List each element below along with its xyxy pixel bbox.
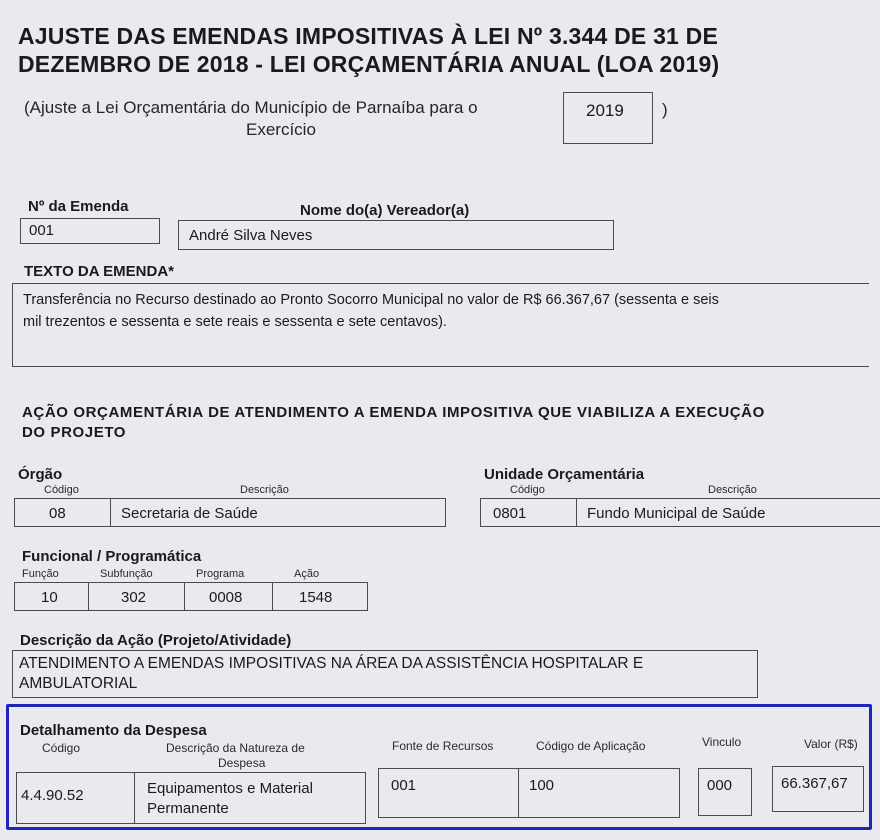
codigo-aplicacao-label: Código de Aplicação — [536, 739, 646, 753]
title-line-1: AJUSTE DAS EMENDAS IMPOSITIVAS À LEI Nº 3.344 DE 31 DE — [18, 23, 718, 49]
vereador-value: André Silva Neves — [189, 227, 313, 244]
orgao-codigo-label: Código — [44, 484, 79, 496]
year-value: 2019 — [586, 101, 624, 120]
codigo-aplicacao-cell: 100 — [529, 777, 555, 794]
texto-emenda-box — [12, 283, 869, 367]
orgao-codigo-cell: 08 — [15, 499, 111, 526]
despesa-natureza-line-1: Equipamentos e Material — [147, 780, 313, 797]
programa-label: Programa — [196, 568, 245, 580]
descricao-acao-line-1: ATENDIMENTO A EMENDAS IMPOSITIVAS NA ÁREA DA ASSISTÊNCIA HOSPITALAR E — [19, 655, 644, 672]
fonte-recursos-cell: 001 — [379, 769, 519, 817]
subfuncao-cell: 302 — [89, 583, 185, 610]
unidade-descricao-label: Descrição — [708, 484, 757, 496]
valor-box — [772, 766, 864, 812]
despesa-codigo-label: Código — [42, 741, 81, 755]
subfuncao-label: Subfunção — [100, 568, 153, 580]
acao-code-cell: 1548 — [299, 589, 333, 606]
document-title — [18, 22, 818, 78]
despesa-natureza-cell — [135, 773, 365, 823]
descricao-acao-box — [12, 650, 758, 698]
orgao-label: Órgão — [18, 466, 63, 483]
funcao-label: Função — [22, 568, 59, 580]
descricao-acao-label: Descrição da Ação (Projeto/Atividade) — [20, 632, 292, 649]
programa-cell: 0008 — [185, 583, 273, 610]
fonte-recursos-label: Fonte de Recursos — [392, 739, 494, 753]
subtitle-close-paren: ) — [662, 100, 668, 119]
vinculo-label: Vinculo — [702, 735, 742, 749]
orgao-table — [14, 498, 446, 527]
vereador-field — [178, 220, 614, 250]
vereador-label: Nome do(a) Vereador(a) — [300, 202, 470, 219]
despesa-natureza-label-2: Despesa — [218, 756, 266, 770]
despesa-codigo-table — [16, 772, 366, 824]
subtitle-line-1: (Ajuste a Lei Orçamentária do Município de Parnaíba para o — [24, 98, 478, 117]
acao-header-line-1: AÇÃO ORÇAMENTÁRIA DE ATENDIMENTO A EMENDA IMPOSITIVA QUE VIABILIZA A EXECUÇÃO — [22, 404, 765, 421]
title-line-2: DEZEMBRO DE 2018 - LEI ORÇAMENTÁRIA ANUAL (LOA 2019) — [18, 51, 720, 77]
vinculo-box — [698, 768, 752, 816]
despesa-codigo-cell: 4.4.90.52 — [17, 773, 135, 823]
texto-emenda-line-1: Transferência no Recurso destinado ao Pronto Socorro Municipal no valor de R$ 66.367,67 (sessenta e seis — [23, 292, 719, 308]
emenda-number-label: Nº da Emenda — [28, 198, 129, 215]
texto-emenda-line-2: mil trezentos e sessenta e sete reais e sessenta e sete centavos). — [23, 314, 447, 330]
unidade-descricao-cell: Fundo Municipal de Saúde — [587, 505, 766, 522]
emenda-number-value: 001 — [29, 222, 55, 239]
despesa-label: Detalhamento da Despesa — [20, 722, 207, 739]
subtitle-line-2: Exercício — [246, 120, 316, 139]
funcional-label: Funcional / Programática — [22, 548, 202, 565]
unidade-codigo-label: Código — [510, 484, 545, 496]
despesa-natureza-label-1: Descrição da Natureza de — [166, 741, 305, 755]
acao-code-label: Ação — [294, 568, 320, 580]
unidade-codigo-cell: 0801 — [481, 499, 577, 526]
orgao-descricao-cell: Secretaria de Saúde — [121, 505, 258, 522]
funcao-cell: 10 — [15, 583, 89, 610]
unidade-label: Unidade Orçamentária — [484, 466, 645, 483]
vinculo-value: 000 — [707, 777, 733, 794]
unidade-table — [480, 498, 880, 527]
valor-label: Valor (R$) — [804, 737, 858, 751]
descricao-acao-line-2: AMBULATORIAL — [19, 675, 138, 692]
despesa-natureza-line-2: Permanente — [147, 800, 229, 817]
valor-value: 66.367,67 — [781, 775, 848, 792]
orgao-descricao-label: Descrição — [240, 484, 289, 496]
texto-emenda-label: TEXTO DA EMENDA* — [24, 263, 175, 280]
fonte-aplicacao-table — [378, 768, 680, 818]
emenda-number-field — [20, 218, 160, 244]
year-box — [563, 92, 653, 144]
funcional-table — [14, 582, 368, 611]
acao-header-line-2: DO PROJETO — [22, 424, 127, 441]
